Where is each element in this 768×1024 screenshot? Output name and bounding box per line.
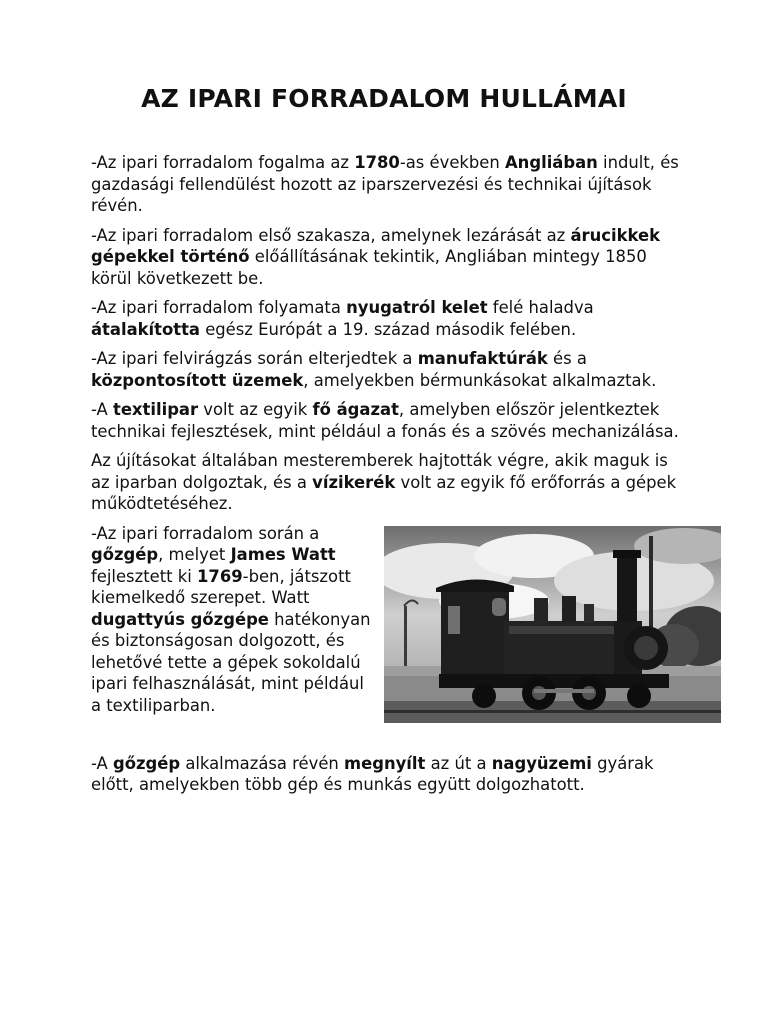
text-run: -Az ipari forradalom első szakasza, amelynek lezárását az bbox=[91, 225, 571, 245]
paragraph bbox=[91, 348, 681, 391]
bold-text: dugattyús gőzgépe bbox=[91, 609, 269, 629]
bold-text: vízikerék bbox=[312, 472, 396, 492]
bold-text: átalakította bbox=[91, 319, 200, 339]
bold-text: árucikkek gépekkel történő bbox=[91, 225, 660, 266]
text-run: , melyet bbox=[158, 545, 231, 564]
paragraph-group bbox=[91, 152, 681, 515]
paragraph bbox=[91, 297, 681, 340]
text-run: és a bbox=[547, 349, 587, 368]
text-run: indult, és gazdasági fellendülést hozott az iparszervezési és technikai újítások révén. bbox=[91, 153, 679, 215]
bold-text: megnyílt bbox=[344, 753, 426, 773]
text-run: az út a bbox=[425, 753, 492, 773]
text-run: -Az ipari forradalom során a bbox=[91, 523, 320, 543]
bold-text: gőzgép bbox=[112, 753, 181, 773]
text-run: előállításának tekintik, Angliában mintegy 1850 körül következett be. bbox=[91, 247, 647, 288]
paragraph bbox=[91, 152, 681, 217]
steam-engine-section bbox=[91, 523, 681, 745]
text-run: fejlesztett ki bbox=[91, 566, 198, 586]
bold-text: James Watt bbox=[230, 545, 336, 564]
text-run: , amelyben először jelentkeztek technikai fejlesztések, mint például a fonás és a szövés mechanizálása. bbox=[91, 400, 679, 441]
text-run: -A bbox=[91, 400, 113, 419]
text-run: felé haladva bbox=[487, 298, 594, 317]
bold-text: nagyüzemi bbox=[491, 753, 592, 773]
bold-text: Angliában bbox=[504, 153, 598, 172]
bold-text: központosított üzemek bbox=[91, 370, 304, 390]
bold-text: 1769 bbox=[197, 566, 243, 586]
bold-text: nyugatról kelet bbox=[346, 298, 488, 317]
bold-text: gőzgép bbox=[91, 545, 159, 564]
paragraph-steam-engine bbox=[91, 523, 371, 717]
bold-text: textilipar bbox=[112, 400, 199, 419]
text-run: -A bbox=[91, 753, 113, 773]
paragraph-large-factories bbox=[91, 753, 681, 796]
bold-text: 1780 bbox=[354, 153, 400, 172]
paragraph bbox=[91, 399, 681, 442]
paragraph bbox=[91, 450, 681, 515]
text-run: -as években bbox=[399, 153, 505, 172]
bold-text: fő ágazat bbox=[312, 400, 399, 419]
text-run: egész Európát a 19. század második felében. bbox=[199, 319, 577, 339]
steam-locomotive-photo bbox=[384, 526, 721, 723]
text-run: -Az ipari forradalom folyamata bbox=[91, 298, 347, 317]
text-run: -Az ipari forradalom fogalma az bbox=[91, 153, 355, 172]
text-run: volt az egyik bbox=[198, 400, 313, 419]
text-run: volt az egyik fő erőforrás a gépek működtetéséhez. bbox=[91, 472, 677, 513]
text-run: -ben, játszott kiemelkedő szerepet. Watt bbox=[91, 566, 351, 607]
text-run: gyárak előtt, amelyekben több gép és munkás együtt dolgozhatott. bbox=[91, 753, 654, 794]
document-body bbox=[91, 152, 681, 804]
text-run: , amelyekben bérmunkásokat alkalmaztak. bbox=[303, 370, 657, 390]
text-run: -Az ipari felvirágzás során elterjedtek a bbox=[91, 349, 418, 368]
paragraph bbox=[91, 225, 681, 290]
text-run: Az újításokat általában mesteremberek hajtották végre, akik maguk is az iparban dolgoztak, és a bbox=[91, 451, 668, 492]
bold-text: manufaktúrák bbox=[417, 349, 548, 368]
text-run: hatékonyan és biztonságosan dolgozott, és lehetővé tette a gépek sokoldalú ipari felhasználását, mint például a textiliparban. bbox=[91, 609, 371, 715]
text-run: alkalmazása révén bbox=[180, 753, 345, 773]
page-title: AZ IPARI FORRADALOM HULLÁMAI bbox=[141, 84, 627, 113]
